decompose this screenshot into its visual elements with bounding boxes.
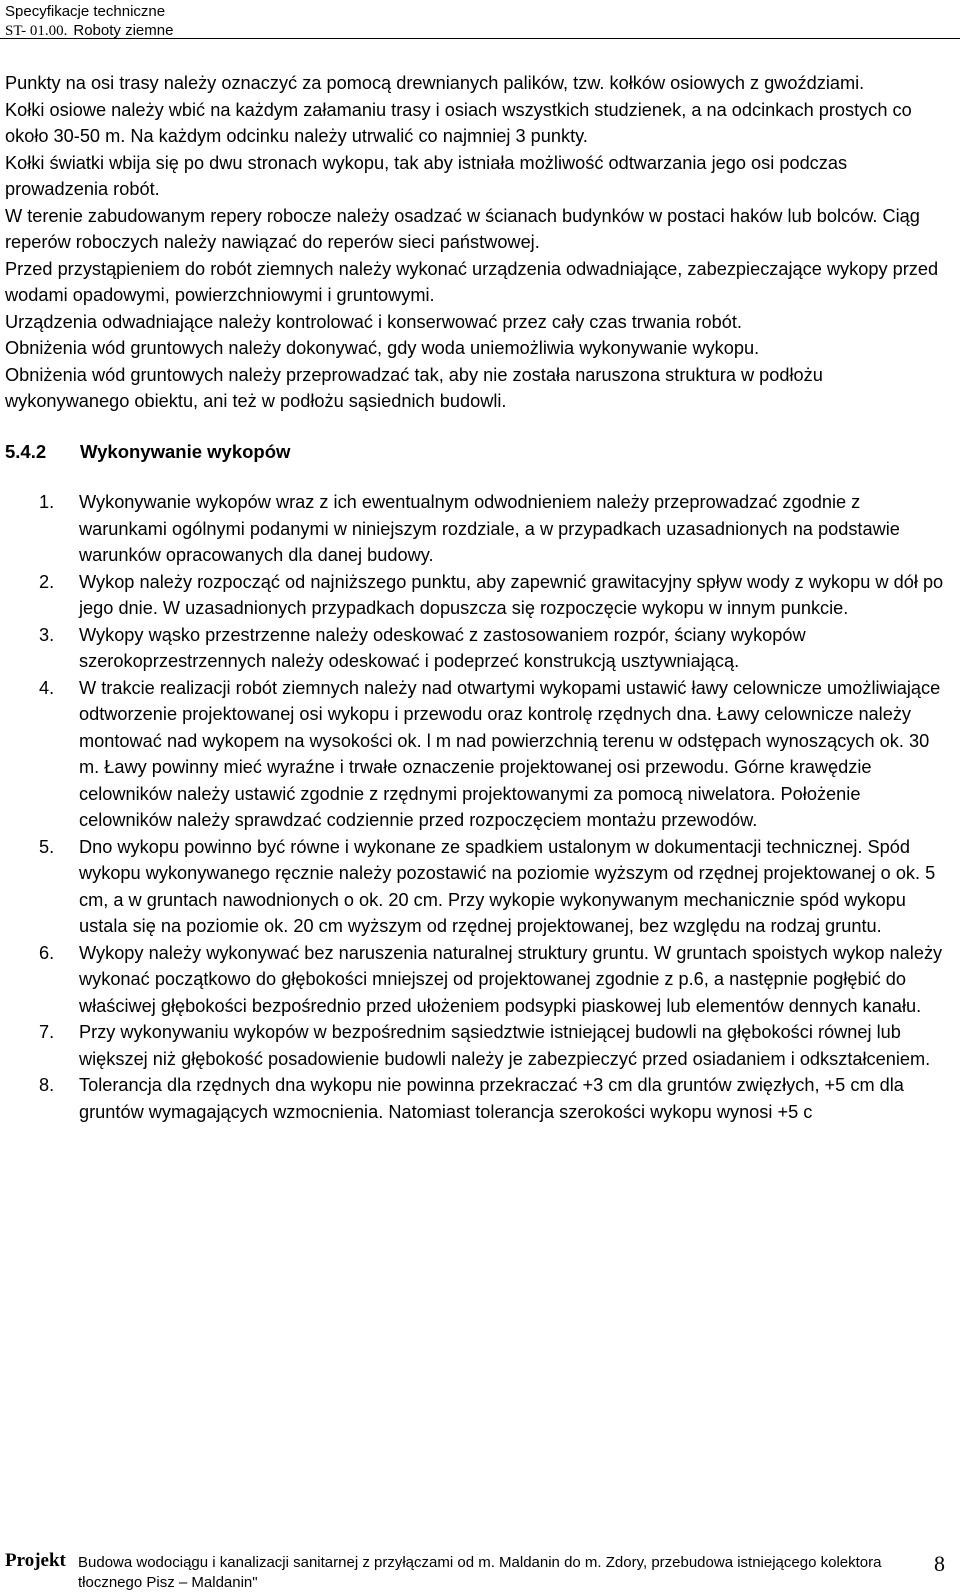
list-item	[5, 1019, 950, 1072]
page-header	[5, 2, 955, 41]
list-text: Wykonywanie wykopów wraz z ich ewentualnym odwodnieniem należy przeprowadzać zgodnie z warunkami ogólnymi podanymi w niniejszym rozdziale, a w przypadkach uzasadnionych na podstawie warunków opracowanych dla danej budowy.	[79, 492, 900, 565]
header-code: ST- 01.00.	[5, 23, 68, 39]
list-item	[5, 834, 950, 940]
list-marker: 8.	[39, 1075, 55, 1095]
list-marker: 1.	[39, 492, 55, 512]
header-title: Roboty ziemne	[73, 22, 174, 39]
list-text: Wykopy należy wykonywać bez naruszenia naturalnej struktury gruntu. W gruntach spoistych wykop należy wykonać początkowo do głębokości mniejszej od projektowanej zgodnie z p.6, a następnie pogłębić do właściwej głębokości bezpośrednio przed ułożeniem podsypki piaskowej lub elementów dennych kanału.	[79, 942, 943, 1016]
list-item	[5, 569, 950, 622]
list-item	[5, 489, 950, 569]
list-marker: 4.	[39, 677, 55, 698]
list-marker: 6.	[39, 942, 55, 963]
header-doc-type: Specyfikacje techniczne	[5, 3, 166, 20]
list-item	[5, 1072, 950, 1125]
footer-label: Projekt	[5, 1550, 66, 1571]
section-title: Wykonywanie wykopów	[80, 440, 291, 462]
list-marker: 3.	[39, 624, 55, 645]
list-marker: 2.	[39, 571, 55, 592]
paragraph: Przed przystąpieniem do robót ziemnych należy wykonać urządzenia odwadniające, zabezpieczające wykopy przed wodami opadowymi, powierzchniowymi i gruntowymi.	[5, 258, 939, 305]
list-text: Tolerancja dla rzędnych dna wykopu nie powinna przekraczać +3 cm dla gruntów zwięzłych, +5 cm dla gruntów wymagających wzmocnienia. Natomiast tolerancja szerokości wykopu wynosi +5 c	[79, 1075, 904, 1122]
paragraph: Obniżenia wód gruntowych należy dokonywać, gdy woda uniemożliwia wykonywanie wykopu.	[5, 338, 760, 358]
list-marker: 7.	[39, 1022, 55, 1042]
page-number: 8	[934, 1551, 945, 1576]
list-item	[5, 622, 950, 675]
paragraph: W terenie zabudowanym repery robocze należy osadzać w ścianach budynków w postaci haków lub bolców. Ciąg reperów roboczych należy nawiązać do reperów sieci państwowej.	[5, 205, 920, 252]
list-text: Przy wykonywaniu wykopów w bezpośrednim sąsiedztwie istniejącej budowli na głębokości równej lub większej niż głębokość posadowienie budowli należy je zabezpieczyć przed osiadaniem i odkształceniem.	[79, 1022, 931, 1069]
list-marker: 5.	[39, 836, 55, 857]
paragraph: Punkty na osi trasy należy oznaczyć za pomocą drewnianych palików, tzw. kołków osiowych z gwoździami.	[5, 73, 865, 93]
section-heading	[5, 439, 950, 466]
document-body	[5, 70, 950, 1125]
list-text: Wykop należy rozpocząć od najniższego punktu, aby zapewnić grawitacyjny spływ wody z wykopu w dół po jego dnie. W uzasadnionych przypadkach dopuszcza się rozpoczęcie wykopu w innym punkcie.	[79, 571, 944, 618]
header-divider	[0, 38, 960, 39]
paragraph: Kołki światki wbija się po dwu stronach wykopu, tak aby istniała możliwość odtwarzania jego osi podczas prowadzenia robót.	[5, 152, 848, 199]
paragraph: Obniżenia wód gruntowych należy przeprowadzać tak, aby nie została naruszona struktura w podłożu wykonywanego obiektu, ani też w podłożu sąsiednich budowli.	[5, 364, 823, 411]
paragraph: Kołki osiowe należy wbić na każdym załamaniu trasy i osiach wszystkich studzienek, a na odcinkach prostych co około 30-50 m. Na każdym odcinku należy utrwalić co najmniej 3 punkty.	[5, 99, 912, 146]
paragraph: Urządzenia odwadniające należy kontrolować i konserwować przez cały czas trwania robót.	[5, 311, 742, 332]
list-item	[5, 940, 950, 1020]
list-item	[5, 675, 950, 834]
list-text: Wykopy wąsko przestrzenne należy odeskować z zastosowaniem rozpór, ściany wykopów szerokoprzestrzennych należy odeskować i podeprzeć konstrukcją usztywniającą.	[79, 624, 806, 671]
footer-project-title: Budowa wodociągu i kanalizacji sanitarnej z przyłączami od m. Maldanin do m. Zdory, przebudowa istniejącego kolektora tłocznego Pisz – Maldanin"	[78, 1554, 882, 1591]
list-text: Dno wykopu powinno być równe i wykonane ze spadkiem ustalonym w dokumentacji technicznej. Spód wykopu wykonywanego ręcznie należy pozostawić na poziomie wyższym od rzędnej projektowanej o ok. 5 cm, a w gruntach nawodnionych o ok. 20 cm. Przy wykopie wykonywanym mechanicznie spód wykopu ustala się na poziomie ok. 20 cm wyższym od rzędnej projektowanej, bez względu na rodzaj gruntu.	[79, 836, 936, 936]
list-text: W trakcie realizacji robót ziemnych należy nad otwartymi wykopami ustawić ławy celownicze umożliwiające odtworzenie projektowanej osi wykopu i przewodu oraz kontrolę rzędnych dna. Ławy celownicze należy montować nad wykopem na wysokości ok. l m nad powierzchnią terenu w odstępach wynoszących ok. 30 m. Ławy powinny mieć wyraźne i trwałe oznaczenie projektowanej osi przewodu. Górne krawędzie celowników należy ustawić zgodnie z rzędnymi projektowanymi za pomocą niwelatora. Położenie celowników należy sprawdzać codziennie przed rozpoczęciem montażu przewodów.	[79, 677, 941, 830]
section-number: 5.4.2	[5, 440, 47, 462]
numbered-list	[5, 489, 950, 1125]
